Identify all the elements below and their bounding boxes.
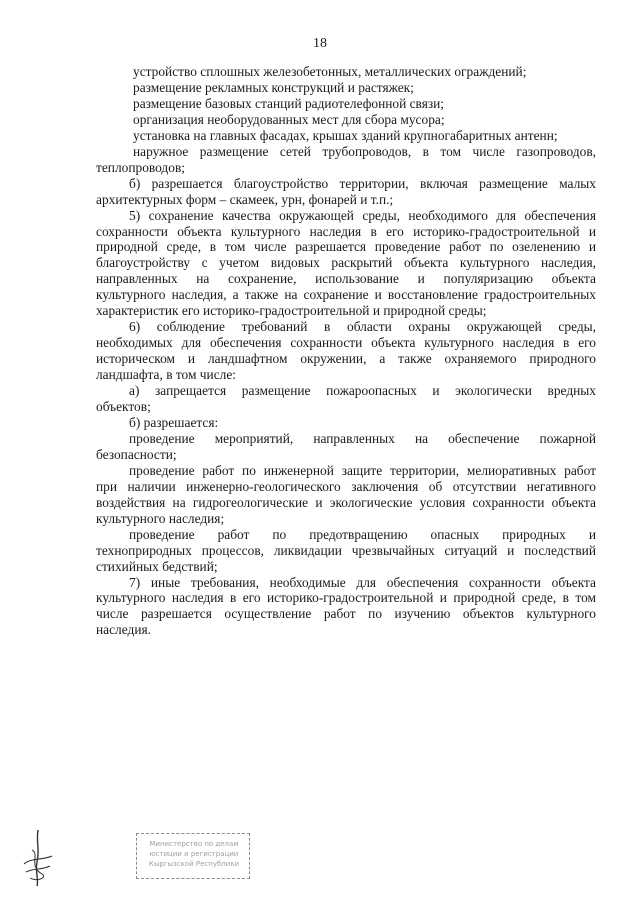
- text-line: сохранности объекта культурного наследия в его историко-градостроительной и: [96, 223, 596, 239]
- text-line: проведение мероприятий, направленных на обеспечение пожарной: [129, 430, 596, 446]
- text-line: устройство сплошных железобетонных, металлических ограждений;: [133, 64, 527, 79]
- text-line: безопасности;: [96, 446, 177, 462]
- text-line: природной среде, в том числе разрешается проведение работ по озеленению и: [96, 239, 596, 255]
- text-line: 6) соблюдение требований в области охраны окружающей среды,: [129, 319, 596, 335]
- text-line: стихийных бедствий;: [96, 558, 218, 574]
- text-line: необходимых для обеспечения сохранности объекта культурного наследия в его: [96, 335, 596, 351]
- text-line: характеристик его историко-градостроительной и природной среды;: [96, 303, 487, 319]
- text-line: 5) сохранение качества окружающей среды, необходимого для обеспечения: [129, 207, 596, 223]
- text-line: культурного наследия в его историко-градостроительной и природной среде, в том: [96, 590, 596, 606]
- text-line: при наличии инженерно-геологического заключения об отсутствии негативного: [96, 478, 596, 494]
- text-line: объектов;: [96, 399, 151, 415]
- text-line: размещение базовых станций радиотелефонной связи;: [133, 95, 445, 111]
- registration-stamp: [136, 833, 250, 879]
- handwritten-signature: [18, 828, 58, 888]
- text-line: воздействия на гидрогеологические и экологические условия сохранности объекта: [96, 494, 596, 510]
- text-line: б) разрешается благоустройство территории, включая размещение малых: [129, 175, 596, 191]
- text-line: ландшафта, в том числе:: [96, 367, 236, 383]
- stamp-line: юстиции и регистрации: [149, 850, 239, 858]
- text-line: наружное размещение сетей трубопроводов, в том числе газопроводов,: [133, 143, 596, 159]
- text-line: б) разрешается:: [129, 414, 219, 430]
- text-line: направленных на сохранение, использование и популяризацию объекта: [96, 271, 596, 287]
- text-line: организация необорудованных мест для сбора мусора;: [133, 111, 445, 127]
- stamp-line: Министерство по делам: [149, 840, 239, 848]
- text-line: техноприродных процессов, ликвидации чрезвычайных ситуаций и последствий: [96, 542, 596, 558]
- stamp-line: Кыргызской Республики: [148, 860, 240, 868]
- text-line: культурного наследия;: [96, 510, 225, 526]
- document-body: [96, 64, 596, 638]
- text-line: благоустройству с учетом видовых раскрытий объекта культурного наследия,: [96, 255, 596, 271]
- text-line: а) запрещается размещение пожароопасных и экологически вредных: [129, 383, 596, 399]
- text-line: наследия.: [96, 622, 151, 638]
- text-line: теплопроводов;: [96, 159, 185, 175]
- text-line: числе разрешается осуществление работ по изучению объектов культурного: [96, 606, 596, 622]
- text-line: проведение работ по предотвращению опасных природных и: [129, 526, 596, 542]
- text-line: установка на главных фасадах, крышах зданий крупногабаритных антенн;: [133, 127, 558, 143]
- text-line: культурного наследия, а также на сохранение и восстановление градостроительных: [96, 287, 596, 303]
- text-line: архитектурных форм – скамеек, урн, фонарей и т.п.;: [96, 191, 394, 207]
- text-line: проведение работ по инженерной защите территории, мелиоративных работ: [129, 462, 596, 478]
- page-number: 18: [313, 36, 327, 51]
- stamp-text: [143, 839, 245, 869]
- text-line: размещение рекламных конструкций и растяжек;: [133, 79, 414, 95]
- text-line: 7) иные требования, необходимые для обеспечения сохранности объекта: [129, 574, 596, 590]
- text-line: историческом и ландшафтном окружении, а также охраняемого природного: [96, 351, 596, 367]
